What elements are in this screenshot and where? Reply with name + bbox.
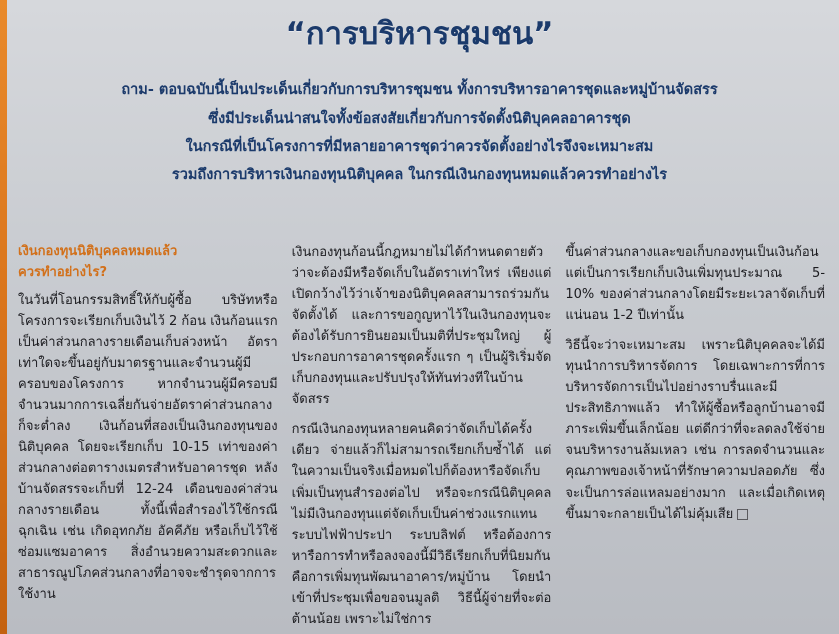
column-3 <box>565 242 825 630</box>
column-2-paragraph-2: กรณีเงินกองทุนหลายคนคิดว่าจัดเก็บได้ครั้งเดียว จ่ายแล้วก็ไม่สามารถเรียกเก็บซ้ำได้ แต่ในความเป็นจริงเมื่อหมดไปก็ต้องหารือจัดเก็บเพิ่มเป็นทุนสำรองต่อไป หรือจะกรณีนิติบุคคลไม่มีเงินกองทุนแต่จัดเก็บเป็นค่าช่วงแรกแทนระบบไฟฟ้าประปา ระบบลิฟต์ หรือต้องการหารือการทำหรือลงจองนี้มีวิธีเรียกเก็บที่นิยมกันคือการเพิ่มทุนพัฒนาอาคาร/หมู่บ้าน โดยนำเข้าที่ประชุมเพื่อขอจนมูลติ วิธีนี้ผู้จ่ายที่จะต่อต้านน้อย เพราะไม่ใช่การ <box>291 422 552 627</box>
page-subtitle <box>0 76 839 189</box>
column-3-paragraph-2 <box>565 335 825 524</box>
column-1-heading <box>18 242 278 284</box>
column-1-paragraph-1: ในวันที่โอนกรรมสิทธิ์ให้กับผู้ซื้อ บริษัทหรือโครงการจะเรียกเก็บเงินไว้ 2 ก้อน เงินก้อนแรกเป็นค่าส่วนกลางรายเดือนเก็บล่วงหน้า อัตราเท่าใดจะขึ้นอยู่กับมาตรฐานและจำนวนผู้มีครอบของโครงการ หากจำนวนผู้มีครอบมีจำนวนมากการเฉลี่ยกันจ่ายอัตราค่าส่วนกลางก็จะต่ำลง เงินก้อนที่สองเป็นเงินกองทุนของนิติบุคคล โดยจะเรียกเก็บ 10-15 เท่าของค่าส่วนกลางต่อตารางเมตรสำหรับอาคารชุด หลังบ้านจัดสรรจะเก็บที่ 12-24 เดือนของค่าส่วนกลางรายเดือน ทั้งนี้เพื่อสำรองไว้ใช้กรณีฉุกเฉิน เช่น เกิดอุทกภัย อัคคีภัย หรือเก็บไว้ใช้ซ่อมแซมอาคาร สิ่งอำนวยความสะดวกและสาธารณูปโภคส่วนกลางที่อาจจะชำรุดจากการใช้งาน <box>18 292 278 603</box>
subtitle-line-2: ซึ่งมีประเด็นน่าสนใจทั้งข้อสงสัยเกี่ยวกับการจัดตั้งนิติบุคคลอาคารชุด <box>208 110 631 127</box>
left-accent-bar <box>0 0 7 634</box>
column-2 <box>292 242 552 630</box>
column-2-paragraph-1: เงินกองทุนก้อนนี้กฎหมายไม่ได้กำหนดตายตัวว่าจะต้องมีหรือจัดเก็บในอัตราเท่าใหร่ เพียงแต่เปิดกว้างไว้ว่าเจ้าของนิติบุคคลสามารถร่วมกันจัดตั้งได้ และการขอกูญหาไว้ในเงินกองทุนจะต้องได้รับการยินยอมเป็นมติที่ประชุมใหญ่ ผู้ประกอบการอาคารชุดครั้งแรก ๆ เป็นผู้ริเริ่มจัดเก็บกองทุนและปรับปรุงให้ทันท่วงทีในบ้านจัดสรร <box>291 245 552 408</box>
page-title: “การบริหารชุมชน” <box>285 16 554 52</box>
subtitle-line-3: ในกรณีที่เป็นโครงการที่มีหลายอาคารชุดว่าควรจัดตั้งอย่างไรจึงจะเหมาะสม <box>185 138 654 155</box>
column-1 <box>18 242 278 630</box>
column-3-paragraph-1: ขึ้นค่าส่วนกลางและขอเก็บกองทุนเป็นเงินก้อน แต่เป็นการเรียกเก็บเงินเพิ่มทุนประมาณ 5-10% ของค่าส่วนกลางโดยมีระยะเวลาจัดเก็บที่แน่นอน 1-2 ปีเท่านั้น <box>565 245 826 324</box>
column-3-paragraph-2-text: วิธีนี้จะว่าจะเหมาะสม เพราะนิติบุคคลจะได้มีทุนนำการบริหารจัดการ โดยเฉพาะการที่การบริหารจัดการเป็นไปอย่างราบรื่นและมีประสิทธิภาพแล้ว ทำให้ผู้ซื้อหรือลูกบ้านอาจมีภาระเพิ่มขึ้นเล็กน้อย แต่ดีกว่าที่จะลดลงใช้จ่ายจนบริหารงานล้มเหลว เช่น การลดจำนวนและคุณภาพของเจ้าหน้าที่รักษาความปลอดภัย ซึ่งจะเป็นการล่อแหลมอย่างมาก และเมื่อเกิดเหตุขึ้นมาจะกลายเป็นได้ไม่คุ้มเสีย <box>565 338 826 522</box>
article-columns <box>18 242 825 630</box>
subtitle-line-1: ถาม- ตอบฉบับนี้เป็นประเด็นเกี่ยวกับการบริหารชุมชน ทั้งการบริหารอาคารชุดและหมู่บ้านจัดสรร <box>121 82 718 99</box>
column-1-heading-line-2: ควรทำอย่างไร? <box>18 264 107 280</box>
document-header <box>0 0 839 189</box>
end-of-article-mark <box>737 509 748 520</box>
column-1-heading-line-1: เงินกองทุนนิติบุคคลหมดแล้ว <box>18 244 178 259</box>
subtitle-line-4: รวมถึงการบริหารเงินกองทุนนิติบุคคล ในกรณีเงินกองทุนหมดแล้วควรทำอย่างไร <box>171 167 668 184</box>
